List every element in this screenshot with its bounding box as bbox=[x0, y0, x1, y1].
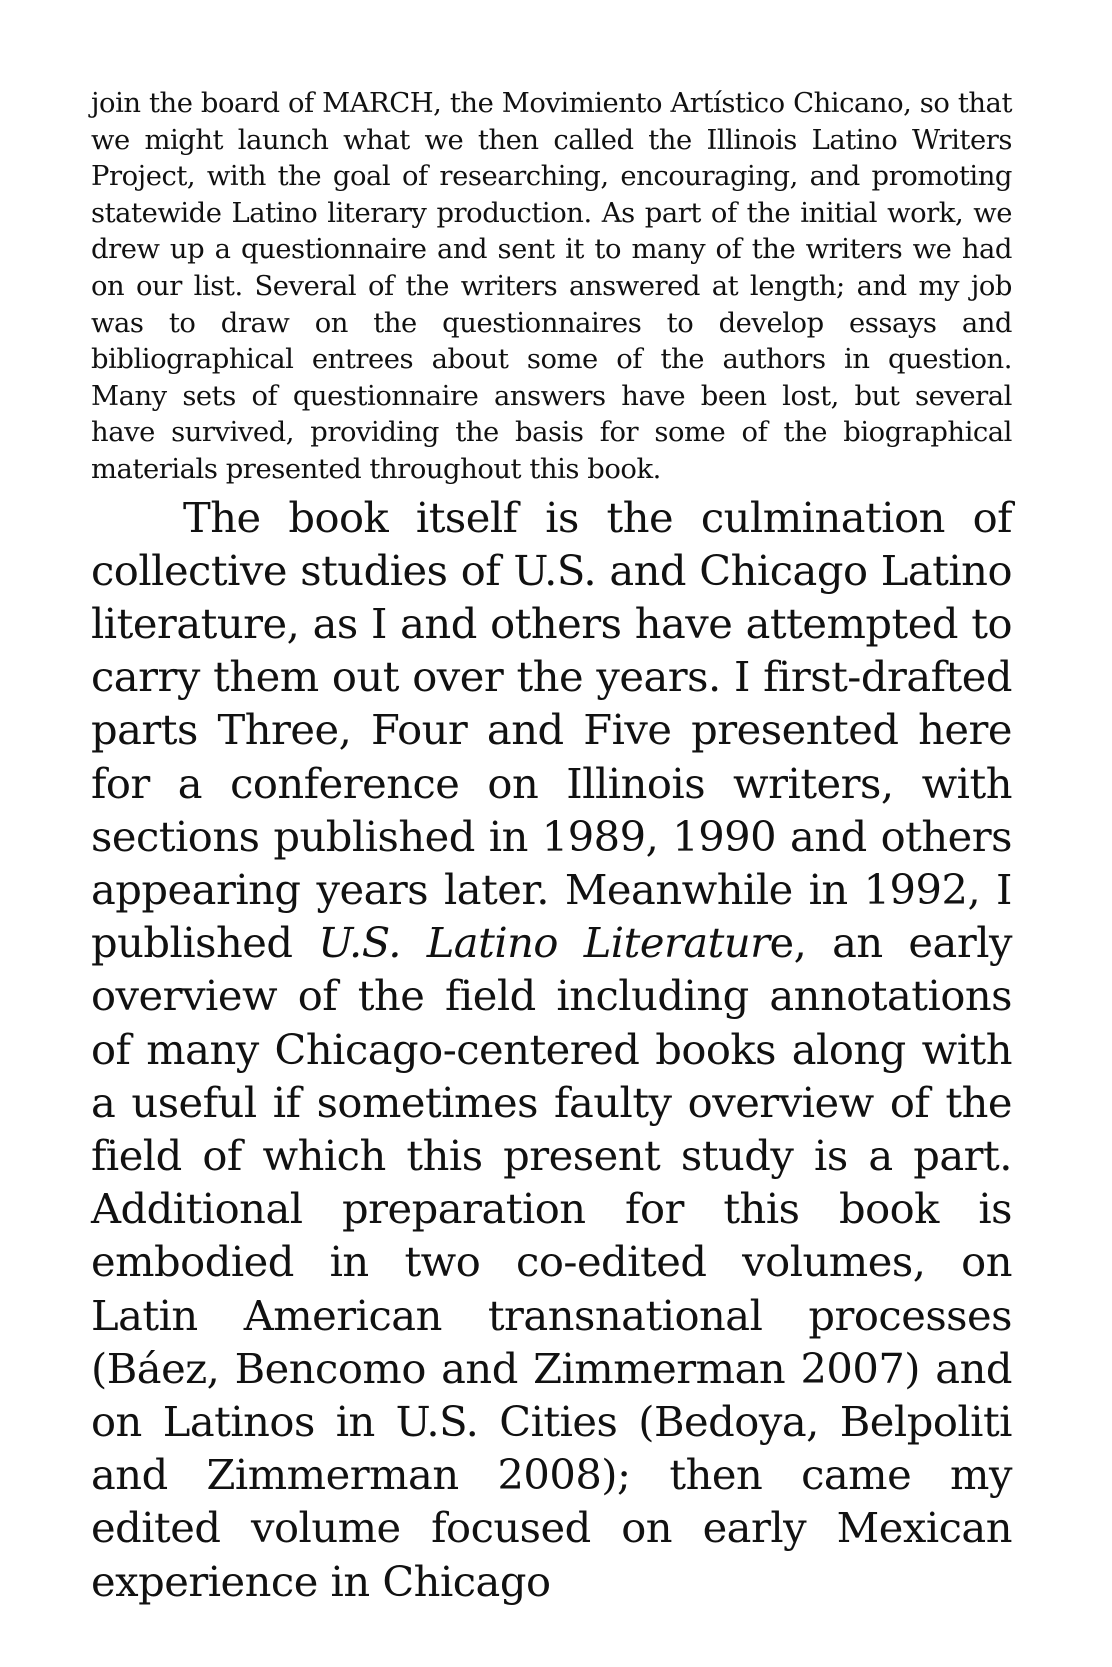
paragraph-book-history bbox=[91, 491, 1012, 1608]
paragraph-text-after-title: e, an early overview of the field including annotations of many Chicago-centered books along with a useful if sometimes faulty overview of the field of which this present study is a part. Additional preparation for this book is embodied in two co-edited volumes, on Latin American transnational processes (Báez, Bencomo and Zimmerman 2007) and on Latinos in U.S. Cities (Bedoya, Belpoliti and Zimmerman 2008); then came my edited volume focused on early Mexican experience in Chicago bbox=[91, 918, 1013, 1606]
book-title-italic: U.S. Latino Literatur bbox=[318, 918, 770, 968]
document-page bbox=[91, 86, 1012, 1608]
paragraph-intro: join the board of MARCH, the Movimiento Artístico Chicano, so that we might launch what we then called the Illinois Latino Writers Project, with the goal of researching, encouraging, and promoting statewide Latino literary production. As part of the initial work, we drew up a questionnaire and sent it to many of the writers we had on our list. Several of the writers answered at length; and my job was to draw on the questionnaires to develop essays and bibliographical entrees about some of the authors in question. Many sets of questionnaire answers have been lost, but several have survived, providing the basis for some of the biographical materials presented throughout this book. bbox=[91, 88, 1012, 485]
paragraph-text-before-title: The book itself is the culmination of collective studies of U.S. and Chicago Latino literature, as I and others have attempted to carry them out over the years. I first-drafted parts Three, Four and Five presented here for a conference on Illinois writers, with sections published in 1989, 1990 and others appearing years later. Meanwhile in 1992, I published bbox=[91, 492, 1012, 968]
